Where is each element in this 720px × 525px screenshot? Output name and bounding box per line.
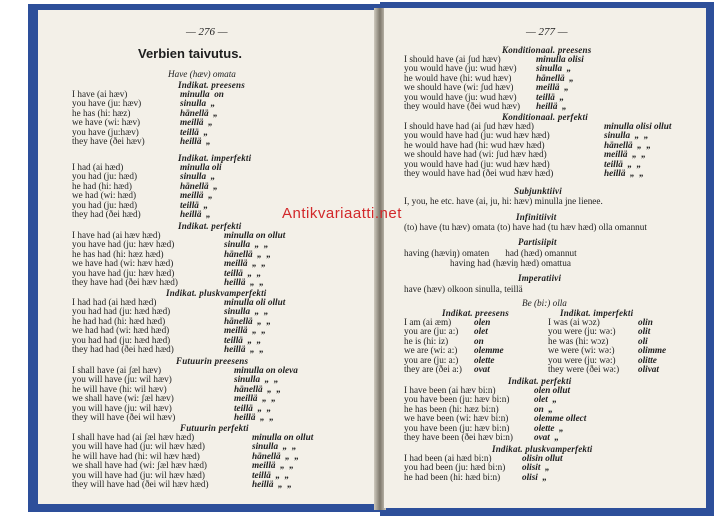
finnish-form: minulla oli xyxy=(180,162,222,172)
section-heading: Indikat. imperfekti xyxy=(178,153,252,163)
finnish-form: hänellä „ xyxy=(536,72,574,83)
english-form: they have (ðei hæv) xyxy=(72,135,145,146)
finnish-form: meillä „ xyxy=(536,82,569,93)
english-form: you will have (ju: wil hæv) xyxy=(72,374,172,385)
english-form: I have been (ai hæv bi:n) xyxy=(404,385,496,395)
finnish-form: sinulla „ xyxy=(536,63,572,74)
english-form: they are (ðei a:) xyxy=(404,363,462,374)
english-form: you will have (ju: wil hæv) xyxy=(72,402,172,413)
conjugation-row xyxy=(548,365,698,374)
finnish-form: teillä „ „ xyxy=(252,469,290,480)
finnish-form: sinulla „ xyxy=(180,98,216,109)
english-form: you are (ju: a:) xyxy=(404,326,459,337)
finnish-form: minulla oli ollut xyxy=(224,297,286,307)
english-form: I have had (ai hæv hæd) xyxy=(72,230,161,240)
english-form: he will have (hi: wil hæv) xyxy=(72,383,167,394)
section-heading: Indikat. preesens xyxy=(178,80,245,90)
finnish-form: heillä „ xyxy=(536,100,567,111)
english-form: they will have had (ðei wil hæv hæd) xyxy=(72,478,209,489)
finnish-form: teillä „ „ xyxy=(224,334,262,345)
section-heading: Indikat. pluskvamperfekti xyxy=(492,444,593,454)
english-form: he will have had (hi: wil hæv hæd) xyxy=(72,450,200,461)
conjugation-row xyxy=(72,413,372,422)
english-form: he has (hi: hæz) xyxy=(72,107,131,118)
conjugation-table xyxy=(72,231,372,287)
finnish-form: olit xyxy=(638,326,651,337)
finnish-form: hänellä „ xyxy=(180,180,218,191)
finnish-form: hänellä „ „ xyxy=(224,248,271,259)
english-form: they have had (ðei hæv hæd) xyxy=(72,276,178,287)
english-form: I had (ai hæd) xyxy=(72,162,124,172)
page-number-left: — 276 — xyxy=(186,26,228,38)
english-form: they had (ðei hæd) xyxy=(72,208,141,219)
conjugation-row xyxy=(404,102,704,111)
english-form: you would have had (ju: wud hæv hæd) xyxy=(404,130,550,141)
finnish-form: meillä „ xyxy=(180,117,213,128)
english-form: he was (hi: wɔz) xyxy=(548,335,609,346)
conjugation-table xyxy=(404,386,684,442)
finnish-form: olet xyxy=(474,326,488,337)
finnish-form: heillä „ xyxy=(180,208,211,219)
imperatiivi-heading: Imperatiivi xyxy=(518,273,562,283)
subjunktiivi-heading: Subjunktiivi xyxy=(514,186,562,196)
english-form: I should have had (ai ʃud hæv hæd) xyxy=(404,121,534,131)
conjugation-table xyxy=(72,90,372,146)
finnish-form: meillä „ „ xyxy=(224,258,266,269)
english-form: I am (ai æm) xyxy=(404,317,452,327)
conjugation-row xyxy=(72,480,372,489)
finnish-form: oli xyxy=(638,335,648,346)
english-form: I was (ai wɔz) xyxy=(548,317,600,327)
finnish-form: heillä „ „ xyxy=(252,478,292,489)
english-form: we had had (wi: hæd hæd) xyxy=(72,325,170,336)
english-form: we should have had (wi: ʃud hæv hæd) xyxy=(404,149,547,160)
finnish-form: heillä „ „ xyxy=(234,411,274,422)
english-form: you have (ju:hæv) xyxy=(72,126,139,137)
finnish-form: hänellä „ „ xyxy=(252,450,299,461)
english-form: you would have had (ju: wud hæv hæd) xyxy=(404,158,550,169)
finnish-form: ovat „ xyxy=(534,431,560,442)
conjugation-row xyxy=(72,278,372,287)
english-form: we are (wi: a:) xyxy=(404,345,458,356)
english-form: we have been (wi: hæv bi:n) xyxy=(404,413,509,424)
section-heading: Konditionaal. perfekti xyxy=(502,112,588,122)
english-form: you will have had (ju: wil hæv hæd) xyxy=(72,469,205,480)
section-heading: Indikat. preesens xyxy=(442,308,509,318)
finnish-form: olisit „ xyxy=(522,462,550,473)
conjugation-row xyxy=(404,365,554,374)
headline-be: Be (bi:) olla xyxy=(522,298,567,308)
partisiipit-line2: having had (hæviŋ hæd) omattua xyxy=(450,258,571,268)
finnish-form: sinulla „ xyxy=(180,171,216,182)
section-heading: Indikat. pluskvamperfekti xyxy=(166,288,267,298)
finnish-form: sinulla „ „ xyxy=(252,441,297,452)
finnish-form: teillä „ „ xyxy=(224,267,262,278)
english-form: we have had (wi: hæv hæd) xyxy=(72,258,174,269)
english-form: they were (ðei wə:) xyxy=(548,363,620,374)
finnish-form: heillä „ „ xyxy=(224,343,264,354)
finnish-form: heillä „ „ xyxy=(224,276,264,287)
english-form: I shall have had (ai ʃæl hæv hæd) xyxy=(72,432,195,442)
finnish-form: sinulla „ „ xyxy=(234,374,279,385)
conjugation-row xyxy=(72,345,372,354)
finnish-form: teillä „ xyxy=(180,126,209,137)
english-form: you have been (ju: hæv bi:n) xyxy=(404,422,510,433)
english-form: you have been (ju: hæv bi:n) xyxy=(404,394,510,405)
english-form: we should have (wi: ʃud hæv) xyxy=(404,82,514,93)
finnish-form: olisin ollut xyxy=(522,453,563,463)
section-heading: Futuurin perfekti xyxy=(180,423,249,433)
section-heading: Indikat. perfekti xyxy=(508,376,572,386)
infinitiivit-text: (to) have (tu hæv) omata (to) have had (tu hæv hæd) olla omannut xyxy=(404,222,647,232)
conjugation-table xyxy=(404,454,684,482)
finnish-form: olet „ xyxy=(534,394,557,405)
finnish-form: olisi „ xyxy=(522,471,548,482)
english-form: they had had (ðei hæd hæd) xyxy=(72,343,174,354)
finnish-form: hänellä „ „ xyxy=(234,383,281,394)
english-form: they have been (ðei hæv bi:n) xyxy=(404,431,513,442)
conjugation-table xyxy=(404,318,554,374)
english-form: you were (ju: wə:) xyxy=(548,326,616,337)
english-form: we have (wi: hæv) xyxy=(72,117,141,128)
english-form: he had had (hi: hæd hæd) xyxy=(72,315,166,326)
english-form: I have (ai hæv) xyxy=(72,89,128,99)
english-form: I shall have (ai ʃæl hæv) xyxy=(72,365,162,375)
watermark: Antikvariaatti.net xyxy=(282,205,402,222)
conjugation-row xyxy=(72,137,372,146)
english-form: you had had (ju: hæd hæd) xyxy=(72,306,171,317)
conjugation-table xyxy=(404,55,704,111)
finnish-form: meillä „ „ xyxy=(224,325,266,336)
section-heading: Indikat. imperfekti xyxy=(560,308,634,318)
section-heading: Indikat. perfekti xyxy=(178,221,242,231)
finnish-form: meillä „ xyxy=(180,190,213,201)
finnish-form: olen xyxy=(474,317,491,327)
english-form: you were (ju: wə:) xyxy=(548,354,616,365)
finnish-form: olitte xyxy=(638,354,657,365)
finnish-form: olimme xyxy=(638,345,667,356)
finnish-form: ovat xyxy=(474,363,490,374)
english-form: he had been (hi: hæd bi:n) xyxy=(404,471,501,482)
finnish-form: teillä „ xyxy=(180,199,209,210)
conjugation-table xyxy=(72,298,372,354)
page-number-right: — 277 — xyxy=(526,26,568,38)
finnish-form: olivat xyxy=(638,363,659,374)
finnish-form: hänellä „ „ xyxy=(604,139,651,150)
finnish-form: on xyxy=(474,335,484,346)
english-form: you are (ju: a:) xyxy=(404,354,459,365)
english-form: you have had (ju: hæv hæd) xyxy=(72,239,175,250)
right-page xyxy=(384,8,706,508)
finnish-form: minulla on xyxy=(180,89,224,99)
finnish-form: olette xyxy=(474,354,495,365)
section-heading: Futuurin preesens xyxy=(176,356,249,366)
conjugation-table xyxy=(404,122,704,178)
english-form: you have (ju: hæv) xyxy=(72,98,142,109)
english-form: he has been (hi: hæz bi:n) xyxy=(404,403,499,414)
finnish-form: olemme xyxy=(474,345,504,356)
english-form: you would have (ju: wud hæv) xyxy=(404,63,517,74)
finnish-form: hänellä „ „ xyxy=(224,315,271,326)
english-form: we shall have had (wi: ʃæl hæv hæd) xyxy=(72,460,207,471)
finnish-form: olen ollut xyxy=(534,385,570,395)
english-form: they will have (ðei wil hæv) xyxy=(72,411,176,422)
english-form: you had had (ju: hæd hæd) xyxy=(72,334,171,345)
conjugation-table xyxy=(72,366,372,422)
partisiipit-line1: having (hæviŋ) omaten had (hæd) omannut xyxy=(404,248,577,258)
finnish-form: sinulla „ „ xyxy=(224,239,269,250)
finnish-form: teillä „ „ xyxy=(604,158,642,169)
conjugation-row xyxy=(404,169,704,178)
english-form: I should have (ai ʃud hæv) xyxy=(404,54,501,64)
finnish-form: meillä „ „ xyxy=(234,393,276,404)
finnish-form: minulla olisi xyxy=(536,54,584,64)
partisiipit-heading: Partisiipit xyxy=(518,237,557,247)
english-form: he had (hi: hæd) xyxy=(72,180,132,191)
left-page xyxy=(38,10,376,504)
finnish-form: teillä „ xyxy=(536,91,565,102)
english-form: he would have had (hi: wud hæv hæd) xyxy=(404,139,545,150)
headline-have: Have (hæv) omata xyxy=(168,69,236,79)
page-title: Verbien taivutus. xyxy=(138,46,243,61)
subjunktiivi-text: I, you, he etc. have (ai, ju, hi: hæv) minulla jne lienee. xyxy=(404,196,603,206)
finnish-form: minulla on ollut xyxy=(224,230,286,240)
finnish-form: hänellä „ xyxy=(180,107,218,118)
english-form: they would have had (ðei wud hæv hæd) xyxy=(404,167,554,178)
english-form: you would have (ju: wud hæv) xyxy=(404,91,517,102)
conjugation-table xyxy=(72,433,372,489)
finnish-form: heillä „ xyxy=(180,135,211,146)
finnish-form: olemme ollect xyxy=(534,413,587,424)
english-form: you had (ju: hæd) xyxy=(72,171,138,182)
finnish-form: meillä „ „ xyxy=(604,149,646,160)
conjugation-table xyxy=(548,318,698,374)
infinitiivit-heading: Infinitiivit xyxy=(516,212,557,222)
english-form: you had (ju: hæd) xyxy=(72,199,138,210)
conjugation-row xyxy=(404,473,684,482)
english-form: they would have (ðei wud hæv) xyxy=(404,100,521,111)
english-form: we shall have (wi: ʃæl hæv) xyxy=(72,393,174,404)
finnish-form: olin xyxy=(638,317,653,327)
english-form: he is (hi: iz) xyxy=(404,335,449,346)
english-form: he has had (hi: hæz hæd) xyxy=(72,248,164,259)
finnish-form: heillä „ „ xyxy=(604,167,644,178)
finnish-form: sinulla „ „ xyxy=(604,130,649,141)
english-form: we had (wi: hæd) xyxy=(72,190,137,201)
conjugation-row xyxy=(404,433,684,442)
finnish-form: minulla olisi ollut xyxy=(604,121,672,131)
finnish-form: minulla on oleva xyxy=(234,365,298,375)
english-form: we were (wi: wə:) xyxy=(548,345,615,356)
english-form: you have had (ju: hæv hæd) xyxy=(72,267,175,278)
finnish-form: minulla on ollut xyxy=(252,432,314,442)
finnish-form: teillä „ „ xyxy=(234,402,272,413)
finnish-form: on „ xyxy=(534,403,553,414)
finnish-form: sinulla „ „ xyxy=(224,306,269,317)
english-form: you had been (ju: hæd bi:n) xyxy=(404,462,506,473)
english-form: you will have had (ju: wil hæv hæd) xyxy=(72,441,205,452)
english-form: he would have (hi: wud hæv) xyxy=(404,72,512,83)
finnish-form: olette „ xyxy=(534,422,564,433)
finnish-form: meillä „ „ xyxy=(252,460,294,471)
english-form: I had had (ai hæd hæd) xyxy=(72,297,157,307)
imperatiivi-text: have (hæv) olkoon sinulla, teillä xyxy=(404,284,523,294)
section-heading: Konditionaal. preesens xyxy=(502,45,592,55)
english-form: I had been (ai hæd bi:n) xyxy=(404,453,492,463)
